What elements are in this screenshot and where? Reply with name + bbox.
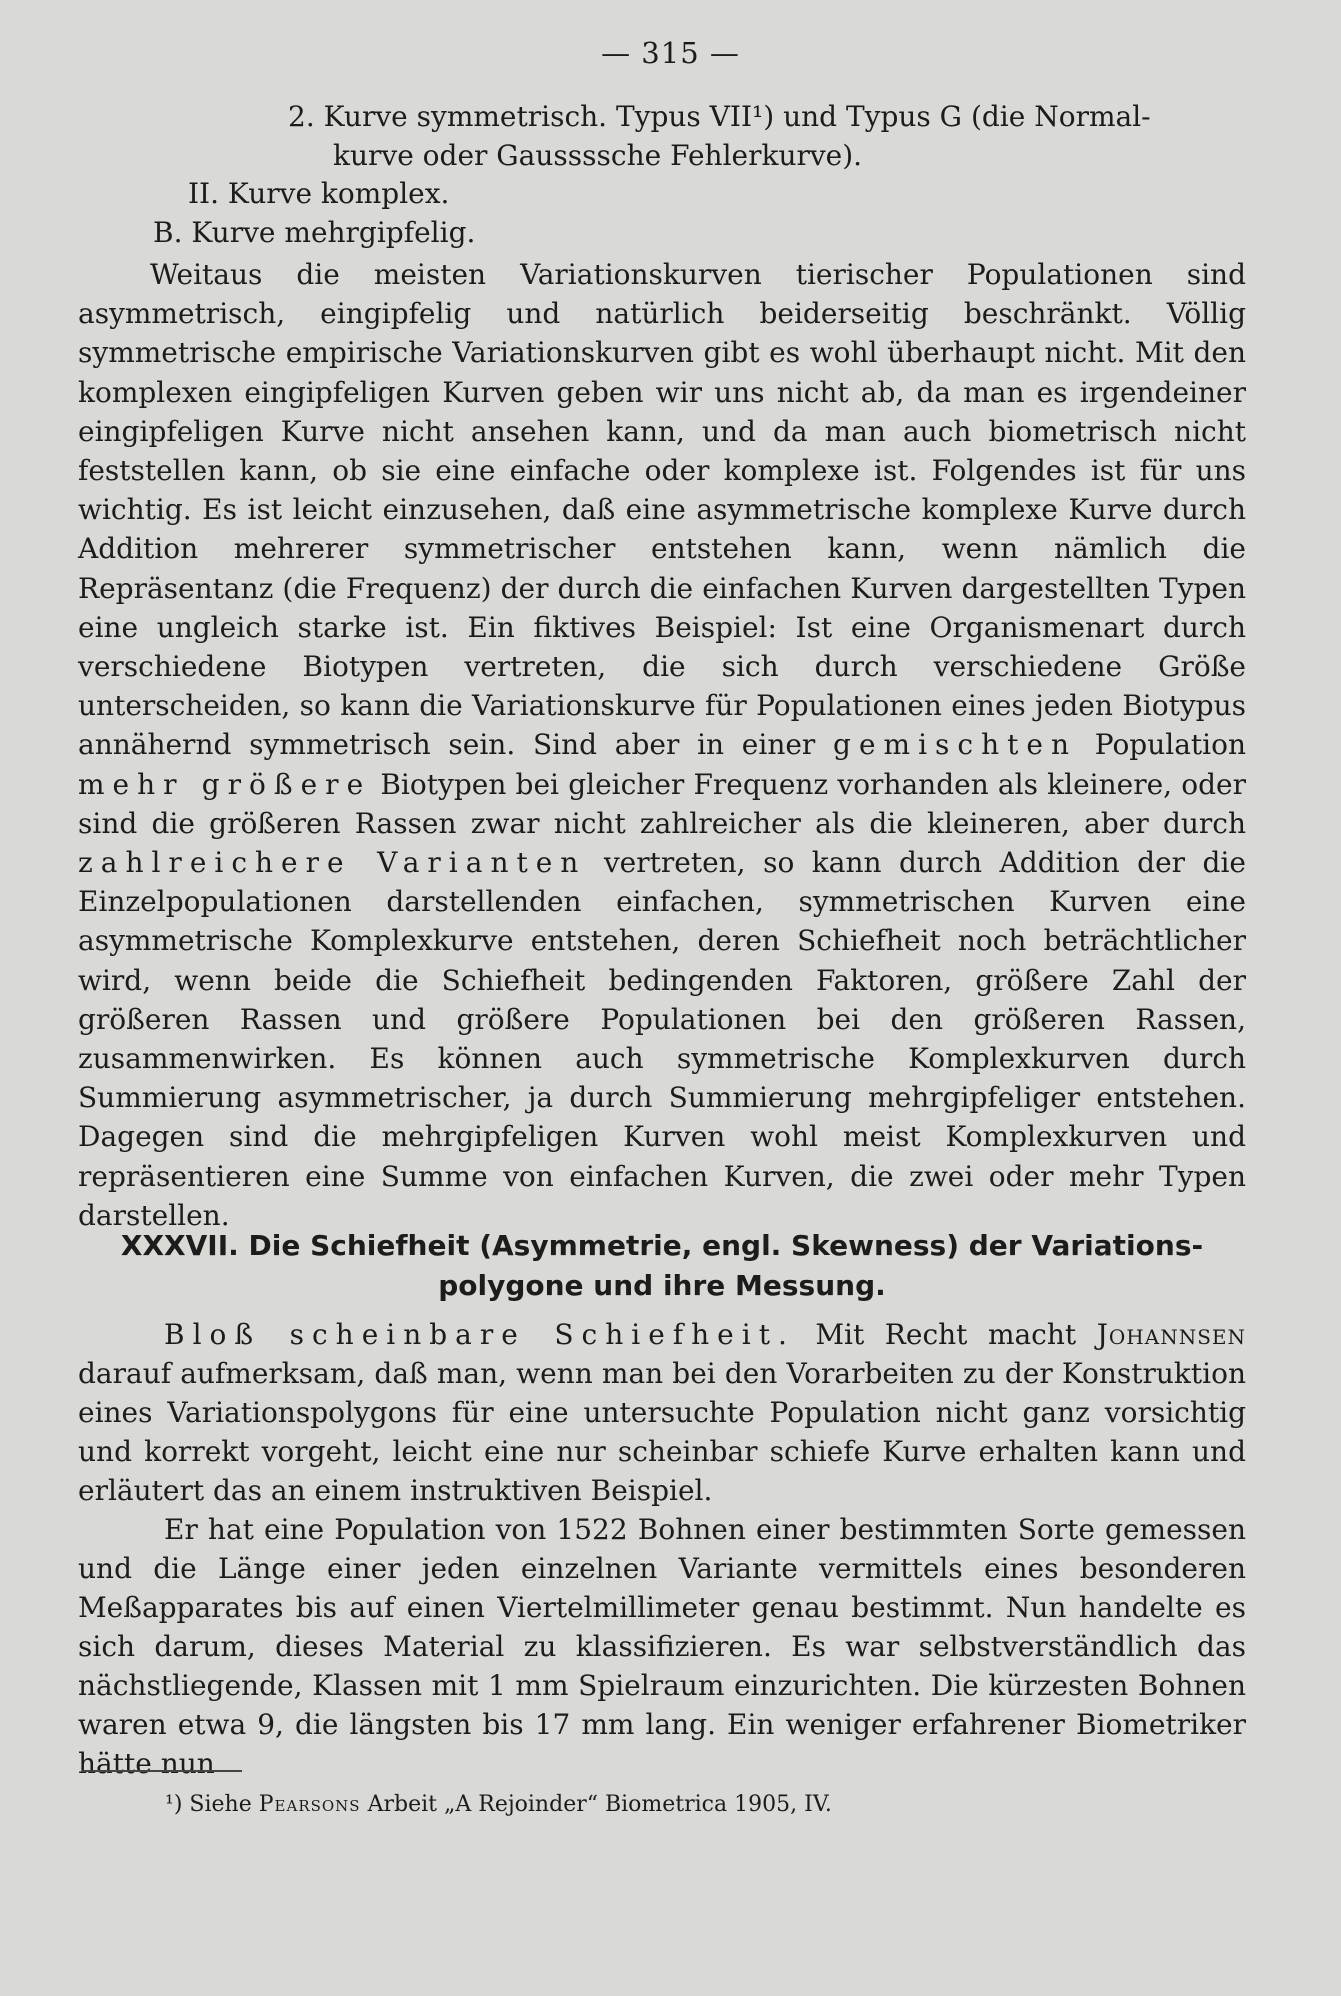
footnote-rule xyxy=(82,1770,242,1772)
list-item-B: B. Kurve mehrgipfelig. xyxy=(153,215,476,249)
p1-emphasis-zahlreichere-varianten: zahlreichere Varianten xyxy=(78,846,587,880)
p1-emphasis-mehr-groessere: mehr größere xyxy=(78,767,372,801)
footnote-text-2: Arbeit „A Rejoinder“ Biometrica 1905, IV. xyxy=(367,1792,832,1817)
body-text-upper xyxy=(78,255,1246,1235)
section-heading xyxy=(78,1226,1246,1306)
p1-text-2: Population xyxy=(1094,728,1246,762)
paragraph-scheinbare-schiefheit xyxy=(78,1315,1246,1510)
section-heading-line1: XXXVII. Die Schiefheit (Asymmetrie, engl. Skewness) der Variations- xyxy=(120,1229,1204,1262)
paragraph-asymmetry xyxy=(78,255,1246,1235)
p2-emphasis-lead: Bloß scheinbare Schiefheit. xyxy=(164,1318,795,1351)
list-item-II: II. Kurve komplex. xyxy=(188,177,450,210)
footnote-text-1: Siehe xyxy=(189,1792,252,1817)
p1-text-4: vertreten, so kann durch Addition der die Einzelpopulationen darstellenden einfachen, symmetrischen Kurven eine asymmetrische Komplexkurve entstehen, deren Schiefheit noch beträchtlicher wird, wenn beide die Schiefheit bedingenden Faktoren, größere Zahl der größeren Rassen und größere Populationen bei den größeren Rassen, zusammenwirken. Es können auch symmetrische Komplexkurven durch Summierung asymmetrischer, ja durch Summierung mehrgipfeliger entstehen. Dagegen sind die mehrgipfeligen Kurven wohl meist Komplexkurven und repräsentieren eine Summe von einfachen Kurven, die zwei oder mehr Typen darstellen. xyxy=(78,846,1246,1232)
list-item-2-cont: kurve oder Gaussssche Fehlerkurve). xyxy=(333,138,863,172)
p1-text-3: Biotypen bei gleicher Frequenz vorhanden als kleinere, oder sind die größeren Rassen zwar nicht zahlreicher als die kleineren, aber durch xyxy=(78,767,1247,840)
classification-list xyxy=(78,98,1246,252)
body-text-lower xyxy=(78,1315,1246,1783)
p2-text-2: darauf aufmerksam, daß man, wenn man bei den Vorarbeiten zu der Konstruktion eines Variationspolygons für eine untersuchte Population nicht ganz vorsichtig und korrekt vorgeht, leicht eine nur scheinbar schiefe Kurve erhalten kann und erläutert das an einem instruktiven Beispiel. xyxy=(78,1357,1246,1507)
footnote-mark: ¹) xyxy=(165,1792,183,1817)
section-heading-line2: polygone und ihre Messung. xyxy=(438,1269,886,1302)
p1-emphasis-gemischten: gemischten xyxy=(833,728,1077,762)
p1-text-1: Weitaus die meisten Variationskurven tierischer Populationen sind asymmetrisch, eingipfelig und natürlich beiderseitig beschränkt. Völlig symmetrische empirische Variationskurven gibt es wohl überhaupt nicht. Mit den komplexen eingipfeligen Kurven geben wir uns nicht ab, da man es irgendeiner eingipfeligen Kurve nicht ansehen kann, und da man auch biometrisch nicht feststellen kann, ob sie eine einfache oder komplexe ist. Folgendes ist für uns wichtig. Es ist leicht einzusehen, daß eine asymmetrische komplexe Kurve durch Addition mehrerer symmetrischer entstehen kann, wenn nämlich die Repräsentanz (die Frequenz) der durch die einfachen Kurven dargestellten Typen eine ungleich starke ist. Ein fiktives Beispiel: Ist eine Organismenart durch verschiedene Biotypen vertreten, die sich durch verschiedene Größe unterscheiden, so kann die Variationskurve für Populationen eines jeden Biotypus annähernd symmetrisch sein. Sind aber in einer xyxy=(78,258,1246,762)
list-item-2: 2. Kurve symmetrisch. Typus VII¹) und Typus G (die Normal- xyxy=(288,100,1151,133)
page-number: — 315 — xyxy=(601,36,740,70)
p2-text-1: Mit Recht macht xyxy=(815,1318,1077,1351)
footnote-author-name: Pearsons xyxy=(258,1792,361,1817)
p2-author-name: Johannsen xyxy=(1096,1318,1246,1351)
paragraph-bohnen: Er hat eine Population von 1522 Bohnen einer bestimmten Sorte gemessen und die Länge einer jeden einzelnen Variante vermittels eines besonderen Meßapparates bis auf einen Viertelmillimeter genau bestimmt. Nun handelte es sich darum, dieses Material zu klassifizieren. Es war selbstverständlich das nächstliegende, Klassen mit 1 mm Spielraum einzurichten. Die kürzesten Bohnen waren etwa 9, die längsten bis 17 mm lang. Ein weniger erfahrener Biometriker hätte nun xyxy=(78,1513,1246,1780)
footnote xyxy=(165,1790,832,1820)
